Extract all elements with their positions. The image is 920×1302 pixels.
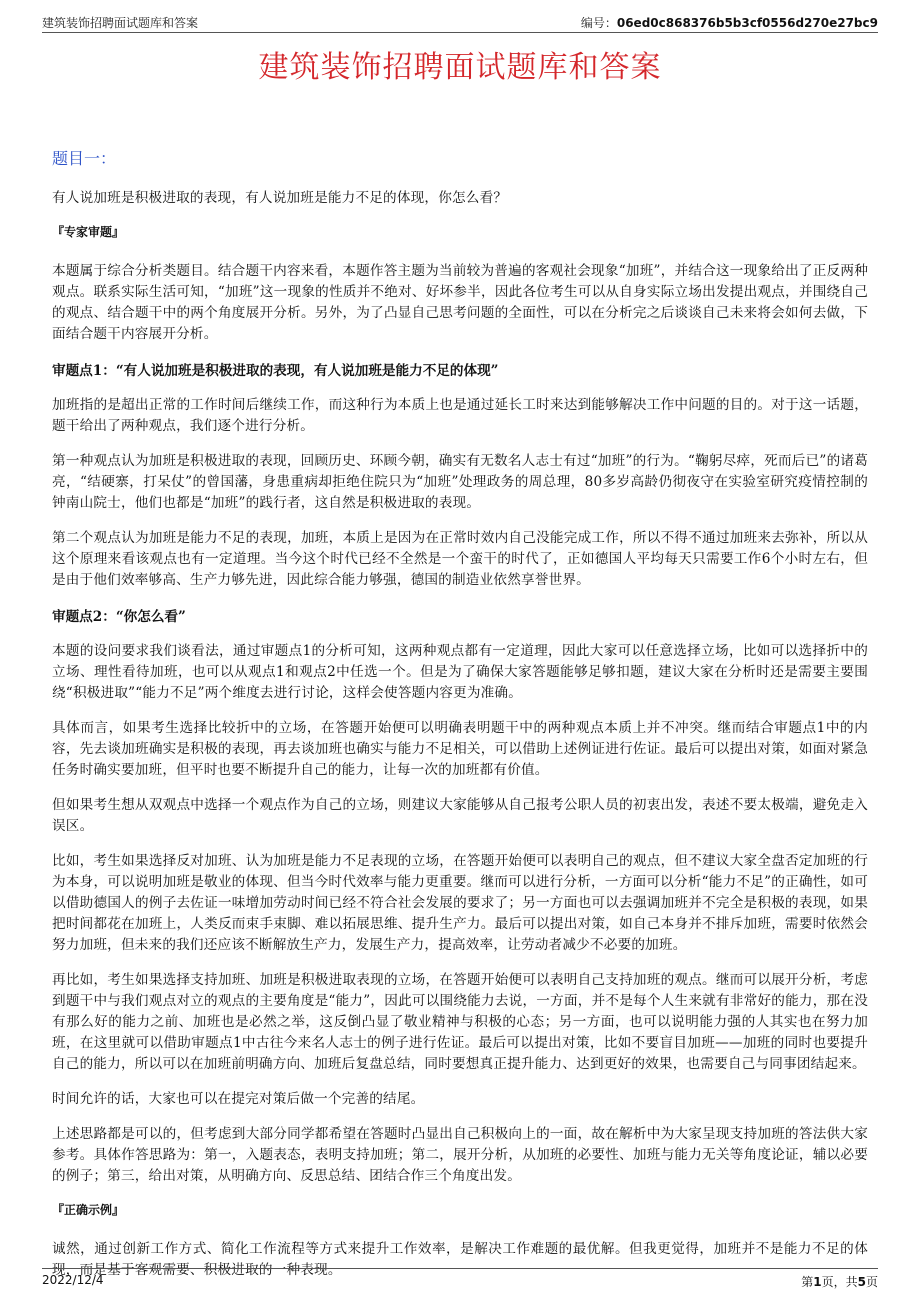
paragraph: 加班指的是超出正常的工作时间后继续工作，而这种行为本质上也是通过延长工时来达到能够解决工作中问题的目的。对于这一话题，题干给出了两种观点，我们逐个进行分析。 [52,397,868,434]
section-label: 题目一： [52,149,117,168]
paragraph: 第一种观点认为加班是积极进取的表现，回顾历史、环顾今朝，确实有无数名人志士有过“加班”的行为。“鞠躬尽瘁，死而后已”的诸葛亮，“结硬寨，打呆仗”的曾国藩，身患重病却拒绝住院只为“加班”处理政务的周总理，80多岁高龄仍彻夜守在实验室研究疫情控制的钟南山院士，他们也都是“加班”的践行者，这自然是积极进取的表现。 [52,453,868,511]
paragraph: 本题的设问要求我们谈看法，通过审题点1的分析可知，这两种观点都有一定道理，因此大家可以任意选择立场，比如可以选择折中的立场、理性看待加班，也可以从观点1和观点2中任选一个。但是为了确保大家答题能够足够扣题，建议大家在分析时还是需要主要围绕“积极进取”“能力不足”两个维度去进行讨论，这样会使答题内容更为准确。 [52,643,868,701]
page-suffix: 页 [865,1275,878,1289]
paragraph: 上述思路都是可以的，但考虑到大部分同学都希望在答题时凸显出自己积极向上的一面，故在解析中为大家呈现支持加班的答法供大家参考。具体作答思路为：第一，入题表态，表明支持加班；第二，展开分析，从加班的必要性、加班与能力无关等角度论证，辅以必要的例子；第三，给出对策，从明确方向、反思总结、团结合作三个角度出发。 [52,1126,868,1184]
paragraph: 但如果考生想从双观点中选择一个观点作为自己的立场，则建议大家能够从自己报考公职人员的初衷出发，表述不要太极端，避免走入误区。 [52,797,868,834]
header-doc-code [581,14,878,31]
page-current: 1 [813,1275,822,1289]
correct-example-text: 诚然，通过创新工作方式、简化工作流程等方式来提升工作效率，是解决工作难题的最优解。但我更觉得，加班并不是能力不足的体现，而是基于客观需要、积极进取的一种表现。 [52,1241,868,1278]
page-header [42,10,878,33]
paragraph: 第二个观点认为加班是能力不足的表现，加班，本质上是因为在正常时效内自己没能完成工作，所以不得不通过加班来去弥补，所以从这个原理来看该观点也有一定道理。当今这个时代已经不全然是一个蛮干的时代了，正如德国人平均每天只需要工作6个小时左右，但是由于他们效率够高、生产力够先进，因此综合能力够强，德国的制造业依然享誉世界。 [52,530,868,588]
expert-review-text: 本题属于综合分析类题目。结合题干内容来看，本题作答主题为当前较为普遍的客观社会现象“加班”，并结合这一现象给出了正反两种观点。联系实际生活可知，“加班”这一现象的性质并不绝对、好坏参半，因此各位考生可以从自身实际立场出发提出观点，并围绕自己的观点、结合题干中的两个角度展开分析。另外，为了凸显自己思考问题的全面性，可以在分析完之后谈谈自己未来将会如何去做，下面结合题干内容展开分析。 [52,263,868,342]
question-text: 有人说加班是积极进取的表现，有人说加班是能力不足的体现，你怎么看？ [52,190,508,206]
page-title: 建筑装饰招聘面试题库和答案 [258,50,662,85]
header-doc-title: 建筑装饰招聘面试题库和答案 [42,16,199,30]
paragraph: 时间允许的话，大家也可以在提完对策后做一个完善的结尾。 [52,1091,425,1107]
document-body [52,146,868,1295]
correct-example-label: 『正确示例』 [52,1203,125,1217]
expert-review-label: 『专家审题』 [52,225,125,239]
header-code-value: 06ed0c868376b5b3cf0556d270e27bc9 [616,16,878,30]
page-mid: 页，共 [821,1275,858,1289]
footer-page-number [801,1273,878,1290]
paragraph: 再比如，考生如果选择支持加班、加班是积极进取表现的立场，在答题开始便可以表明自己支持加班的观点。继而可以展开分析，考虑到题干中与我们观点对立的观点的主要角度是“能力”，因此可以围绕能力去说，一方面，并不是每个人生来就有非常好的能力，那在没有那么好的能力之前、加班也是必然之举，这反倒凸显了敬业精神与积极的心态；另一方面，也可以说明能力强的人其实也在努力加班，在这里就可以借助审题点1中古往今来名人志士的例子进行佐证。最后可以提出对策，比如不要盲目加班——加班的同时也要提升自己的能力，所以可以在加班前明确方向、加班后复盘总结，同时要想真正提升能力、达到更好的效果，也需要自己与同事团结起来。 [52,972,868,1072]
page-prefix: 第 [801,1275,814,1289]
footer-date: 2022/12/4 [42,1273,104,1287]
review-point-1-title: 审题点1：“有人说加班是积极进取的表现，有人说加班是能力不足的体现” [52,363,499,379]
paragraph: 具体而言，如果考生选择比较折中的立场，在答题开始便可以明确表明题干中的两种观点本质上并不冲突。继而结合审题点1中的内容，先去谈加班确实是积极的表现，再去谈加班也确实与能力不足相关，可以借助上述例证进行佐证。最后可以提出对策，如面对紧急任务时确实要加班，但平时也要不断提升自己的能力，让每一次的加班都有价值。 [52,720,868,778]
paragraph: 比如，考生如果选择反对加班、认为加班是能力不足表现的立场，在答题开始便可以表明自己的观点，但不建议大家全盘否定加班的行为本身，可以说明加班是敬业的体现、但当今时代效率与能力更重要。继而可以进行分析，一方面可以分析“能力不足”的正确性，如可以借助德国人的例子去佐证一味增加劳动时间已经不符合社会发展的要求了；另一方面也可以去强调加班并不完全是积极的表现，如果把时间都花在加班上，人类反而束手束脚、难以拓展思维、提升生产力。最后可以提出对策，如自己本身并不排斥加班，需要时依然会努力加班，但未来的我们还应该不断解放生产力，发展生产力，提高效率，让劳动者减少不必要的加班。 [52,853,868,953]
header-code-label: 编号： [580,16,617,30]
page-total: 5 [857,1275,866,1289]
review-point-2-title: 审题点2：“你怎么看” [52,609,186,625]
page-footer [42,1268,878,1289]
